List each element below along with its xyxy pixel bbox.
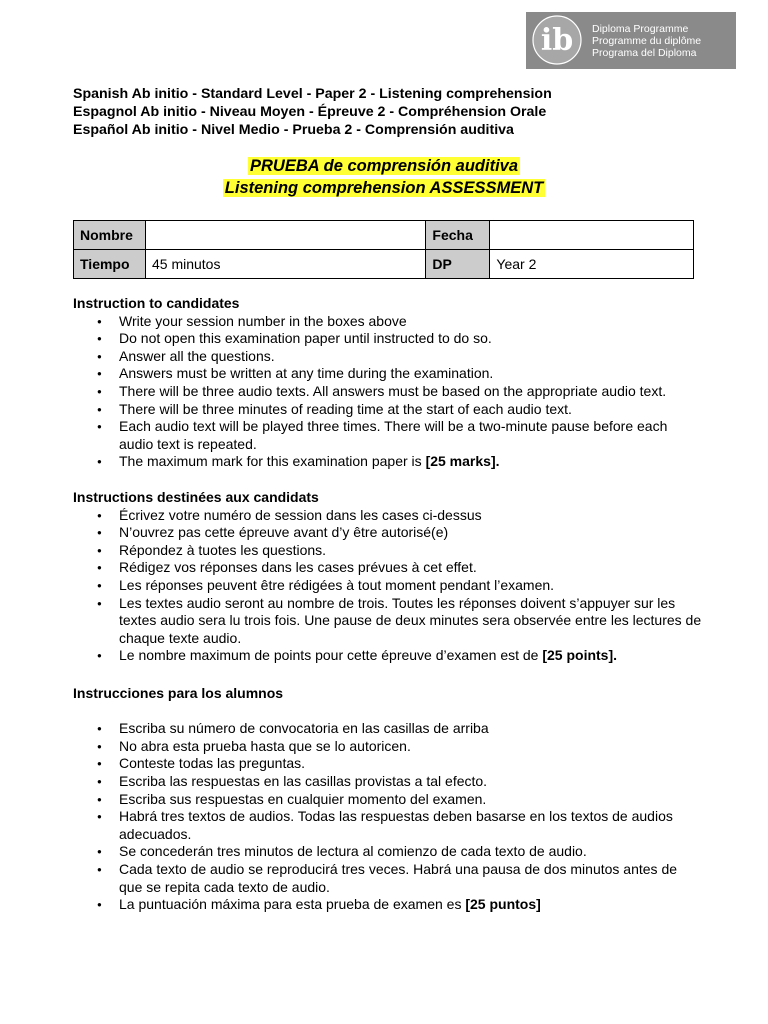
list-item: ● Do not open this examination paper until instructed to do so. bbox=[73, 330, 703, 348]
section-heading-english: Instruction to candidates bbox=[73, 295, 240, 311]
list-item: ● Answers must be written at any time during the examination. bbox=[73, 365, 703, 383]
title-spanish: Español Ab initio - Nivel Medio - Prueba 2 - Comprensión auditiva bbox=[73, 122, 514, 138]
list-item: ● Escriba las respuestas en las casillas provistas a tal efecto. bbox=[73, 773, 703, 791]
section-heading-spanish: Instrucciones para los alumnos bbox=[73, 685, 284, 701]
date-label: Fecha bbox=[426, 221, 490, 250]
list-item: ● No abra esta prueba hasta que se lo autoricen. bbox=[73, 738, 703, 756]
list-item: ● Escriba sus respuestas en cualquier momento del examen. bbox=[73, 791, 703, 809]
title-french: Espagnol Ab initio - Niveau Moyen - Épreuve 2 - Compréhension Orale bbox=[73, 104, 547, 120]
list-item bbox=[73, 647, 703, 665]
list-item: ● Conteste todas las preguntas. bbox=[73, 755, 703, 773]
list-item: ● Rédigez vos réponses dans les cases prévues à cet effet. bbox=[73, 559, 703, 577]
list-item: ● Each audio text will be played three times. There will be a two-minute pause before each audio text is repeated. bbox=[73, 418, 703, 453]
list-item: ● There will be three audio texts. All answers must be based on the appropriate audio text. bbox=[73, 383, 703, 401]
paper-titles bbox=[73, 85, 552, 139]
list-item: ● Write your session number in the boxes above bbox=[73, 313, 703, 331]
max-mark-text: The maximum mark for this examination paper is bbox=[119, 453, 426, 470]
list-item: ● There will be three minutes of reading time at the start of each audio text. bbox=[73, 401, 703, 419]
assessment-heading bbox=[0, 155, 768, 199]
candidate-info-table bbox=[73, 220, 694, 279]
section-heading-french: Instructions destinées aux candidats bbox=[73, 489, 319, 505]
ib-logo-mark-text: ib bbox=[540, 23, 574, 58]
date-field[interactable] bbox=[490, 221, 694, 250]
instructions-french bbox=[73, 489, 703, 665]
max-mark-value: [25 marks]. bbox=[425, 453, 500, 470]
table-row bbox=[74, 221, 694, 250]
logo-line-es: Programa del Diploma bbox=[592, 46, 697, 59]
list-item: ● Répondez à tuotes les questions. bbox=[73, 542, 703, 560]
ib-logo bbox=[526, 12, 736, 69]
instruction-list-french bbox=[73, 507, 703, 665]
instruction-list-spanish bbox=[73, 720, 703, 914]
list-item: ● Cada texto de audio se reproducirá tres veces. Habrá una pausa de dos minutos antes de que se repita cada texto de audio. bbox=[73, 861, 703, 896]
max-mark-text: Le nombre maximum de points pour cette épreuve d’examen est de bbox=[119, 647, 543, 664]
list-item: ● Habrá tres textos de audios. Todas las respuestas deben basarse en los textos de audios adecuados. bbox=[73, 808, 703, 843]
list-item bbox=[73, 453, 703, 471]
logo-line-fr: Programme du diplôme bbox=[592, 34, 702, 47]
ib-logo-icon bbox=[526, 12, 588, 69]
logo-line-en: Diploma Programme bbox=[592, 22, 689, 35]
max-mark-value: [25 points]. bbox=[542, 647, 618, 664]
table-row bbox=[74, 250, 694, 279]
list-item: ● Se concederán tres minutos de lectura al comienzo de cada texto de audio. bbox=[73, 843, 703, 861]
assessment-line-2: Listening comprehension ASSESSMENT bbox=[224, 179, 544, 197]
dp-label: DP bbox=[426, 250, 490, 279]
time-label: Tiempo bbox=[74, 250, 146, 279]
max-mark-text: La puntuación máxima para esta prueba de examen es bbox=[119, 896, 466, 913]
list-item: ● Answer all the questions. bbox=[73, 348, 703, 366]
dp-value: Year 2 bbox=[490, 250, 694, 279]
name-label: Nombre bbox=[74, 221, 146, 250]
list-item bbox=[73, 896, 703, 914]
instructions-english bbox=[73, 295, 703, 471]
list-item: ● Escriba su número de convocatoria en las casillas de arriba bbox=[73, 720, 703, 738]
instructions-spanish bbox=[73, 685, 703, 914]
list-item: ● Les textes audio seront au nombre de trois. Toutes les réponses doivent s’appuyer sur les textes audio sera lu trois fois. Une pause de deux minutes sera observée entre les lectures de chaque texte audio. bbox=[73, 595, 703, 648]
time-value: 45 minutos bbox=[145, 250, 425, 279]
ib-logo-text bbox=[588, 23, 701, 59]
list-item: ● Écrivez votre numéro de session dans les cases ci-dessus bbox=[73, 507, 703, 525]
name-field[interactable] bbox=[145, 221, 425, 250]
assessment-line-1: PRUEBA de comprensión auditiva bbox=[249, 157, 519, 175]
title-english: Spanish Ab initio - Standard Level - Paper 2 - Listening comprehension bbox=[73, 86, 552, 102]
list-item: ● N’ouvrez pas cette épreuve avant d’y être autorisé(e) bbox=[73, 524, 703, 542]
instruction-list-english bbox=[73, 313, 703, 471]
max-mark-value: [25 puntos] bbox=[465, 896, 541, 913]
list-item: ● Les réponses peuvent être rédigées à tout moment pendant l’examen. bbox=[73, 577, 703, 595]
